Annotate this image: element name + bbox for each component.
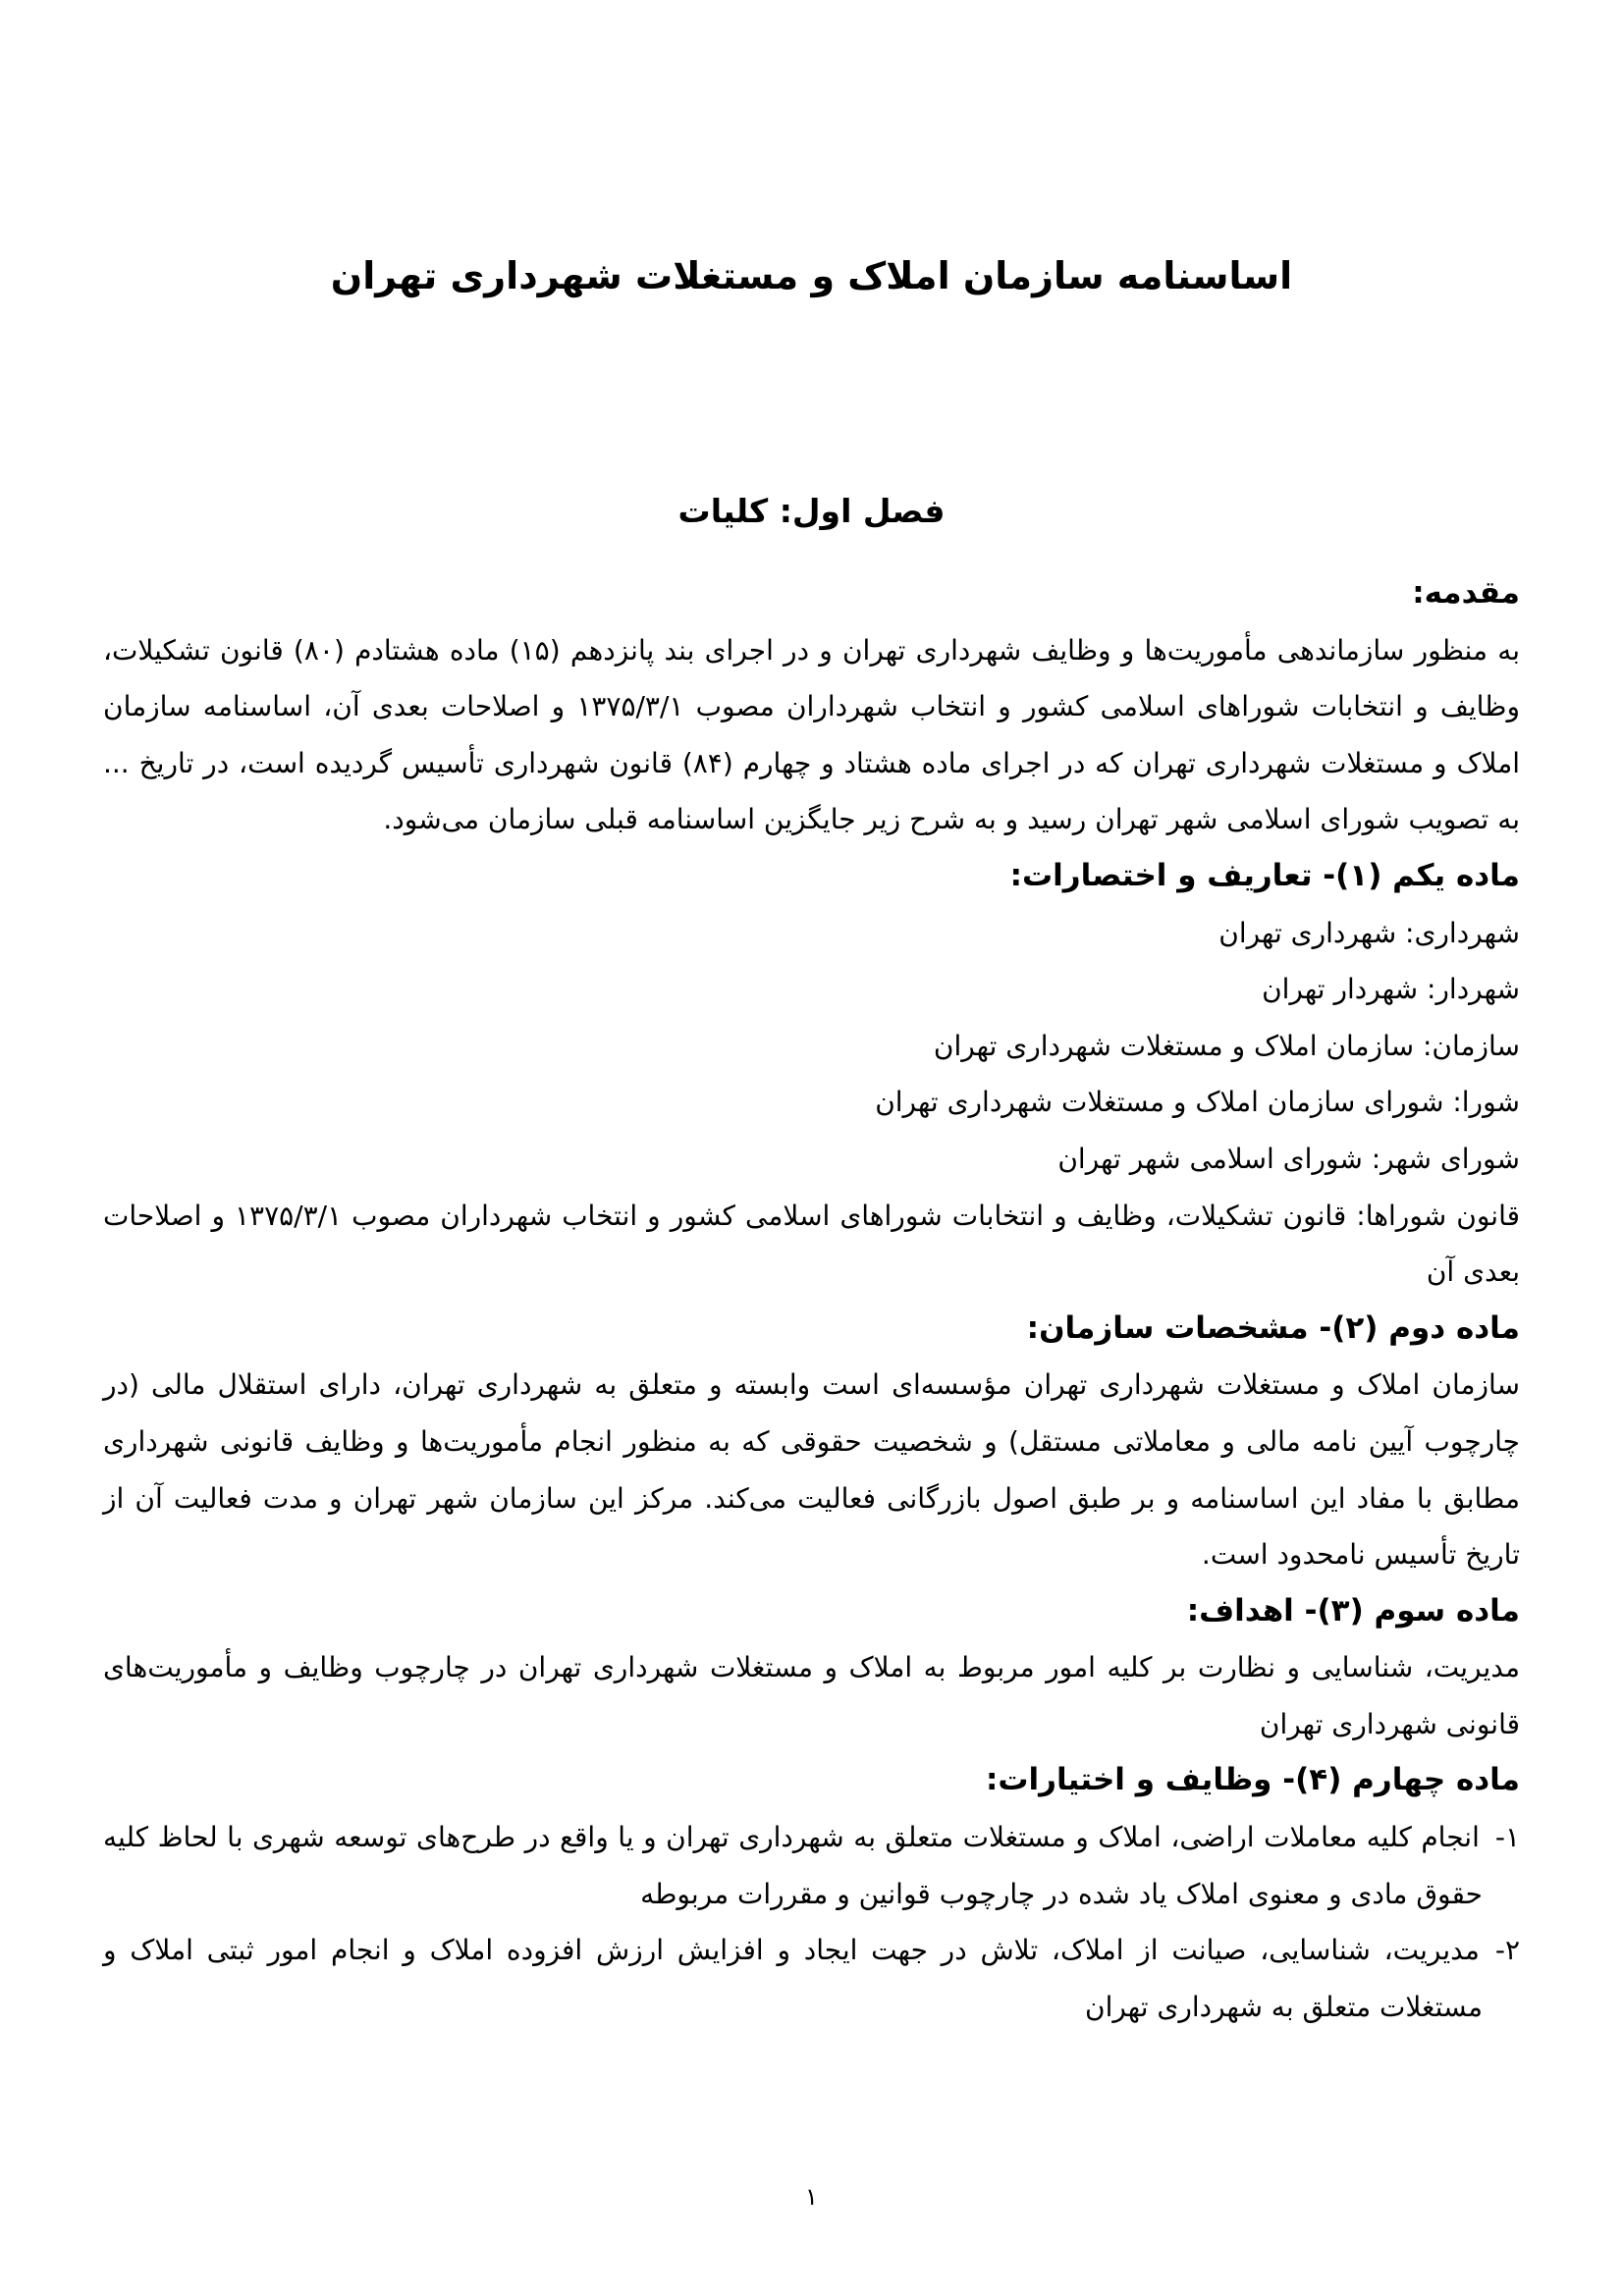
intro-heading: مقدمه: (1412, 575, 1520, 611)
article-2-paragraph: سازمان املاک و مستغلات شهرداری تهران مؤسسه‌ای است وابسته و متعلق به شهرداری تهران، دارای استقلال مالی (در چارچوب آیین نامه مالی و معاملاتی مستقل) و شخصیت حقوقی که به منظور انجام مأموریت‌ها و وظایف قانونی شهرداری مطابق با مفاد این اساسنامه و بر طبق اصول بازرگانی فعالیت می‌کند. مرکز این سازمان شهر تهران و مدت فعالیت آن از تاریخ تأسیس نامحدود است. (103, 1368, 1520, 1572)
document-body (103, 0, 1520, 2035)
definition-line-councils-law: قانون شوراها: قانون تشکیلات، وظایف و انتخابات شوراهای اسلامی کشور و انتخاب شهرداران مصوب ۱۳۷۵/۳/۱ و اصلاحات بعدی آن (103, 1199, 1520, 1289)
definition-line-council: شورا: شورای سازمان املاک و مستغلات شهرداری تهران (875, 1086, 1520, 1119)
document-text-flow (103, 565, 1520, 2035)
article-3-heading: ماده سوم (۳)- اهداف: (1186, 1592, 1520, 1629)
definition-line-organization: سازمان: سازمان املاک و مستغلات شهرداری تهران (933, 1029, 1520, 1062)
list-item (103, 1922, 1520, 2035)
definition-line-city-council: شورای شهر: شورای اسلامی شهر تهران (1057, 1142, 1520, 1175)
document-title: اساسنامه سازمان املاک و مستغلات شهرداری تهران (330, 254, 1293, 297)
chapter-one-heading: فصل اول: کلیات (677, 492, 946, 530)
definition-line-mayor: شهردار: شهردار تهران (1262, 973, 1520, 1006)
definition-line-municipality: شهرداری: شهرداری تهران (1218, 916, 1520, 949)
list-item-number: ۱- (1494, 1821, 1520, 1854)
list-item (103, 1809, 1520, 1922)
article-1-heading: ماده یکم (۱)- تعاریف و اختصارات: (1009, 857, 1520, 893)
page-number: ۱ (805, 2183, 818, 2211)
list-item-number: ۲- (1494, 1934, 1520, 1967)
article-2-heading: ماده دوم (۲)- مشخصات سازمان: (1026, 1309, 1520, 1346)
list-item-text: مدیریت، شناسایی، صیانت از املاک، تلاش در جهت ایجاد و افزایش ارزش افزوده املاک و انجام امور ثبتی املاک و مستغلات متعلق به شهرداری تهران (103, 1934, 1483, 2023)
article-4-heading: ماده چهارم (۴)- وظایف و اختیارات: (985, 1762, 1520, 1798)
article-3-paragraph: مدیریت، شناسایی و نظارت بر کلیه امور مربوط به املاک و مستغلات شهرداری تهران در چارچوب وظایف و مأموریت‌های قانونی شهرداری تهران (103, 1651, 1520, 1740)
list-item-text: انجام کلیه معاملات اراضی، املاک و مستغلات متعلق به شهرداری تهران و یا واقع در طرح‌های توسعه شهری با لحاظ کلیه حقوق مادی و معنوی املاک یاد شده در چارچوب قوانین و مقررات مربوطه (103, 1821, 1483, 1910)
intro-paragraph: به منظور سازماندهی مأموریت‌ها و وظایف شهرداری تهران و در اجرای بند پانزدهم (۱۵) ماده هشتادم (۸۰) قانون تشکیلات، وظایف و انتخابات شوراهای اسلامی کشور و انتخاب شهرداران مصوب ۱۳۷۵/۳/۱ و اصلاحات بعدی آن، اساسنامه سازمان املاک و مستغلات شهرداری تهران که در اجرای ماده هشتاد و چهارم (۸۴) قانون شهرداری تأسیس گردیده است، در تاریخ ... به تصویب شورای اسلامی شهر تهران رسید و به شرح زیر جایگزین اساسنامه قبلی سازمان می‌شود. (103, 633, 1521, 836)
